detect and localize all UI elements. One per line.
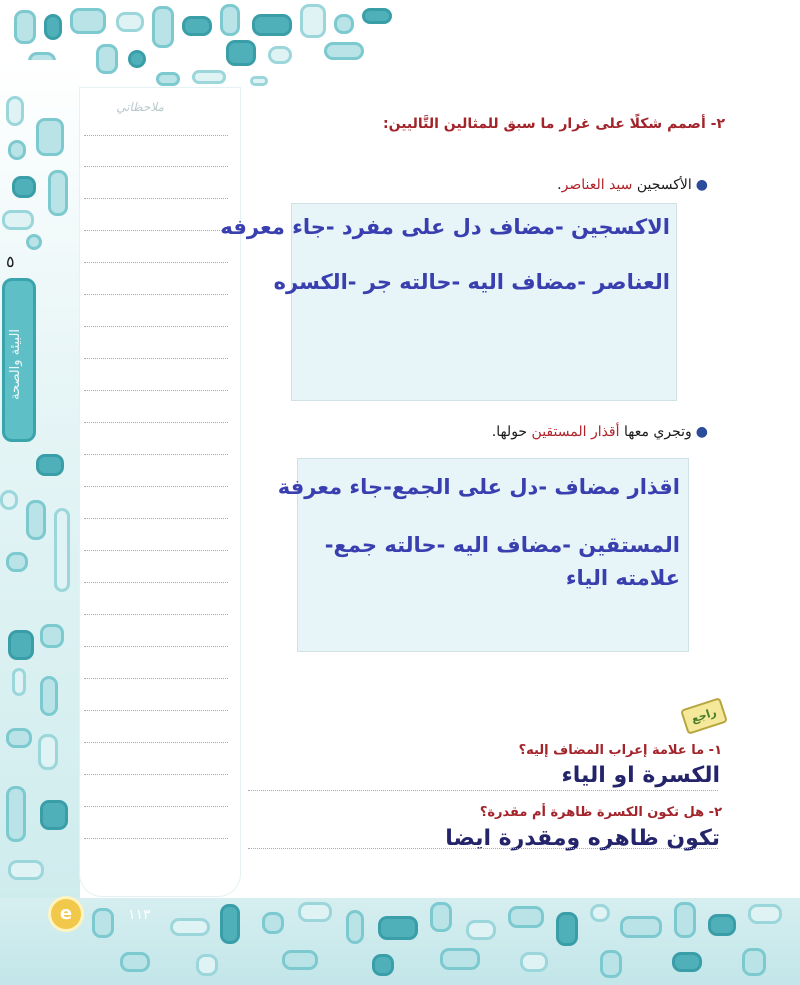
review-question-2: ٢- هل تكون الكسرة ظاهرة أم مقدرة؟ (479, 805, 722, 820)
answer-line (248, 790, 718, 791)
chapter-number: ٥ (6, 252, 15, 271)
example-1-answer-line: الاكسجين -مضاف دل على مفرد -جاء معرفه (220, 215, 670, 239)
page-number: ١١٣ (128, 907, 151, 923)
example-1-highlight: سيد العناصر (561, 177, 633, 193)
example-2-answer-line: المستقين -مضاف اليه -حالته جمع- (324, 533, 680, 557)
example-1-answer-line: العناصر -مضاف اليه -حالته جر -الكسره (273, 270, 670, 294)
review-answer-2: تكون ظاهره ومقدرة ايضا (445, 826, 720, 851)
review-badge-icon: راجع (680, 697, 728, 735)
example-1-sentence: ●الأكسجين سيد العناصر. (557, 177, 708, 193)
bullet-icon: ● (695, 424, 708, 440)
example-2-sentence: ●وتجري معها أقذار المستقين حولها. (491, 424, 708, 440)
chapter-tab-label: البيئة والصحة (8, 329, 23, 401)
answer-line (248, 848, 718, 849)
notes-title: ملاحظاتي (116, 100, 164, 114)
example-2-answer-line: اقذار مضاف -دل على الجمع-جاء معرفة (277, 475, 680, 499)
review-question-1: ١- ما علامة إعراب المضاف إليه؟ (518, 743, 722, 758)
example-2-highlight-1: أقذار (590, 424, 620, 440)
example-2-answer-line: علامته الياء (565, 566, 680, 590)
example-2-highlight-2: المستقين (531, 424, 587, 440)
bullet-icon: ● (695, 177, 708, 193)
exercise-title: ٢- أصمم شكلًا على غرار ما سبق للمثالين التَّاليين: (383, 116, 725, 132)
publisher-logo-icon: e (48, 896, 84, 932)
review-answer-1: الكسرة او الياء (561, 763, 720, 788)
